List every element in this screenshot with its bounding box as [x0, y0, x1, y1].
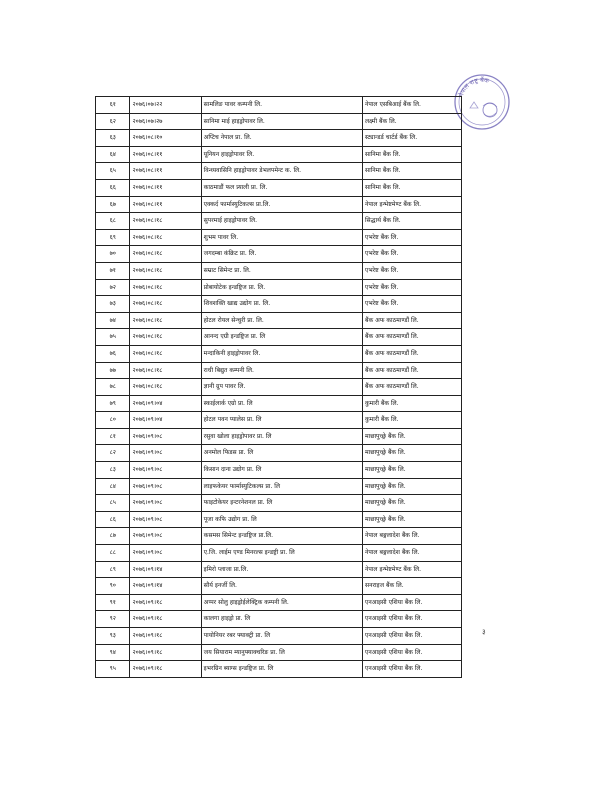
company-name-cell: पूजा कफि उद्योग प्रा. लि [201, 511, 362, 528]
date-cell: २०७६।०९।०४ [130, 395, 201, 412]
table-row [96, 312, 462, 329]
company-name-cell: सानिमा माई हाइड्रोपावर लि. [201, 113, 362, 130]
company-name-cell: कालगा हाइड्रो प्रा. लि [201, 611, 362, 628]
company-name-cell: पायोनियर रबर फ्याक्ट्री प्रा. लि [201, 628, 362, 645]
table-row [96, 545, 462, 562]
bank-name-cell: एभरेष्ट बैंक लि. [362, 246, 461, 263]
serial-number-cell: ६९ [96, 229, 130, 246]
date-cell: २०७६।०८।११ [130, 146, 201, 163]
serial-number-cell: ८६ [96, 511, 130, 528]
bank-name-cell: माछापुच्छ्रे बैंक लि. [362, 428, 461, 445]
serial-number-cell: ६४ [96, 146, 130, 163]
date-cell: २०७६।०८।११ [130, 179, 201, 196]
serial-number-cell: ६२ [96, 113, 130, 130]
bank-name-cell: नेपाल बङ्गलादेश बैंक लि. [362, 545, 461, 562]
company-name-cell: शिवशक्ति खाद्य उद्योग प्रा. लि. [201, 296, 362, 313]
table-row [96, 296, 462, 313]
bank-name-cell: एनआइसी एशिया बैंक लि. [362, 628, 461, 645]
company-name-cell: जगदम्बा कंक्रिट प्रा. लि. [201, 246, 362, 263]
company-name-cell: सुपरमाई हाइड्रोपावर लि. [201, 213, 362, 230]
serial-number-cell: ८४ [96, 478, 130, 495]
bank-name-cell: बैंक अफ काठमाण्डौं लि. [362, 362, 461, 379]
registration-table [95, 96, 462, 678]
bank-name-cell: नेपाल बङ्गलादेश बैंक लि. [362, 528, 461, 545]
bank-name-cell: नेपाल इन्भेष्टमेण्ट बैंक लि. [362, 561, 461, 578]
bank-name-cell: सानिमा बैंक लि. [362, 146, 461, 163]
company-name-cell: स्काईलार्क एग्रो प्रा. लि [201, 395, 362, 412]
date-cell: २०७६।०९।१८ [130, 661, 201, 678]
company-name-cell: ज्ञानी ग्रुप पावर लि. [201, 379, 362, 396]
company-name-cell: फाइटोकेयर इन्टरनेशनल प्रा. लि [201, 495, 362, 512]
bank-name-cell: माछापुच्छ्रे बैंक लि. [362, 478, 461, 495]
table-row [96, 462, 462, 479]
table-row [96, 362, 462, 379]
table-row [96, 578, 462, 595]
date-cell: २०७६।०८।१८ [130, 262, 201, 279]
company-name-cell: होटल पवन प्यालेस प्रा. लि [201, 412, 362, 429]
date-cell: २०७६।०८।१८ [130, 312, 201, 329]
table-row [96, 395, 462, 412]
bank-name-cell: कुमारी बैंक लि. [362, 412, 461, 429]
table-row [96, 644, 462, 661]
date-cell: २०७६।०९।०८ [130, 445, 201, 462]
date-cell: २०७६।०८।१८ [130, 246, 201, 263]
bank-name-cell: स्ट्यान्डर्ड चार्टर्ड बैंक लि. [362, 130, 461, 147]
table-row [96, 229, 462, 246]
company-name-cell: प्रोबायोटेक इन्डष्ट्रिज प्रा. लि. [201, 279, 362, 296]
company-name-cell: होटल रोयल सेन्चुरी प्रा. लि. [201, 312, 362, 329]
serial-number-cell: ९४ [96, 644, 130, 661]
company-name-cell: किसान दाना उद्योग प्रा. लि [201, 462, 362, 479]
company-name-cell: मन्दाकिनी हाइड्रोपावर लि. [201, 345, 362, 362]
company-name-cell: अप्टिच नेपाल प्रा. लि. [201, 130, 362, 147]
serial-number-cell: ७३ [96, 296, 130, 313]
serial-number-cell: ६५ [96, 163, 130, 180]
serial-number-cell: ७५ [96, 329, 130, 346]
table-row [96, 196, 462, 213]
company-name-cell: जय सियाराम म्यानुफ्याक्चरिङ प्रा. लि [201, 644, 362, 661]
company-name-cell: यूनियन हाइड्रोपावर लि. [201, 146, 362, 163]
date-cell: २०७६।०९।०८ [130, 545, 201, 562]
table-row [96, 661, 462, 678]
table-row [96, 246, 462, 263]
serial-number-cell: ७२ [96, 279, 130, 296]
company-name-cell: राधी बिद्युत कम्पनी लि. [201, 362, 362, 379]
table-row [96, 345, 462, 362]
bank-name-cell: एनआइसी एशिया बैंक लि. [362, 594, 461, 611]
serial-number-cell: ८१ [96, 428, 130, 445]
date-cell: २०७६।०९।१८ [130, 594, 201, 611]
serial-number-cell: ६३ [96, 130, 130, 147]
table-row [96, 113, 462, 130]
date-cell: २०७६।०८।१८ [130, 379, 201, 396]
serial-number-cell: ९२ [96, 611, 130, 628]
date-cell: २०७६।०७।२७ [130, 113, 201, 130]
table-row [96, 528, 462, 545]
date-cell: २०७६।०८।१८ [130, 279, 201, 296]
date-cell: २०७६।०९।१८ [130, 611, 201, 628]
bank-name-cell: नेपाल एसबिआई बैंक लि. [362, 97, 461, 114]
date-cell: २०७६।०९।०८ [130, 495, 201, 512]
table-row [96, 279, 462, 296]
serial-number-cell: ९० [96, 578, 130, 595]
serial-number-cell: ९५ [96, 661, 130, 678]
date-cell: २०७६।०९।०८ [130, 528, 201, 545]
date-cell: २०७६।०९।०४ [130, 412, 201, 429]
table-row [96, 262, 462, 279]
company-name-cell: आनन्द एग्री इन्डष्ट्रिज प्रा. लि [201, 329, 362, 346]
bank-name-cell: माछापुच्छ्रे बैंक लि. [362, 445, 461, 462]
bank-name-cell: एनआइसी एशिया बैंक लि. [362, 661, 461, 678]
company-name-cell: इभरग्रिन ब्याग्स इन्डष्ट्रिज प्रा. लि [201, 661, 362, 678]
table-row [96, 379, 462, 396]
serial-number-cell: ६१ [96, 97, 130, 114]
company-name-cell: कसमस सिमेन्ट इन्डष्ट्रिज प्रा.लि. [201, 528, 362, 545]
bank-name-cell: नेपाल इन्भेष्टमेण्ट बैंक लि. [362, 196, 461, 213]
serial-number-cell: ८० [96, 412, 130, 429]
table-row [96, 495, 462, 512]
company-name-cell: काठमाडौं फल प्र्याली प्रा. लि. [201, 179, 362, 196]
bank-name-cell: एभरेष्ट बैंक लि. [362, 296, 461, 313]
table-row [96, 163, 462, 180]
date-cell: २०७६।०८।१८ [130, 329, 201, 346]
table-row [96, 329, 462, 346]
date-cell: २०७६।०९।१८ [130, 628, 201, 645]
bank-name-cell: एनआइसी एशिया बैंक लि. [362, 644, 461, 661]
bank-name-cell: माछापुच्छ्रे बैंक लि. [362, 511, 461, 528]
table-row [96, 445, 462, 462]
serial-number-cell: ९३ [96, 628, 130, 645]
serial-number-cell: ८५ [96, 495, 130, 512]
bank-name-cell: बैंक अफ काठमाण्डौं लि. [362, 312, 461, 329]
serial-number-cell: ६८ [96, 213, 130, 230]
table-row [96, 179, 462, 196]
date-cell: २०७६।०८।११ [130, 196, 201, 213]
bank-name-cell: एभरेष्ट बैंक लि. [362, 262, 461, 279]
serial-number-cell: ८३ [96, 462, 130, 479]
table-row [96, 561, 462, 578]
bank-name-cell: एभरेष्ट बैंक लि. [362, 229, 461, 246]
company-name-cell: रसुवा खोला हाइड्रोपावर प्रा. लि [201, 428, 362, 445]
company-name-cell: ए.जि. लाईम एण्ड मिनरल्स इन्डष्ट्री प्रा. लि [201, 545, 362, 562]
date-cell: २०७६।०८।१८ [130, 229, 201, 246]
company-name-cell: अनमोल फिडस प्रा. लि [201, 445, 362, 462]
company-name-cell: शुभम पावर लि. [201, 229, 362, 246]
serial-number-cell: ८८ [96, 545, 130, 562]
company-name-cell: अप्पर सोलु हाइड्रोईलेक्ट्रिक कम्पनी लि. [201, 594, 362, 611]
serial-number-cell: ८७ [96, 528, 130, 545]
date-cell: २०७६।०७।२२ [130, 97, 201, 114]
date-cell: २०७६।०९।०८ [130, 428, 201, 445]
serial-number-cell: ६६ [96, 179, 130, 196]
serial-number-cell: ८९ [96, 561, 130, 578]
serial-number-cell: ७० [96, 246, 130, 263]
serial-number-cell: ६७ [96, 196, 130, 213]
serial-number-cell: ७८ [96, 379, 130, 396]
serial-number-cell: ७६ [96, 345, 130, 362]
bank-name-cell: एनआइसी एशिया बैंक लि. [362, 611, 461, 628]
date-cell: २०७६।०९।०८ [130, 462, 201, 479]
serial-number-cell: ८२ [96, 445, 130, 462]
company-name-cell: विन्ध्यवासिनि हाइड्रोपावर डेभलपमेन्ट क. लि. [201, 163, 362, 180]
company-name-cell: लाइफकेयर फार्मास्युटिकल्स प्रा. लि [201, 478, 362, 495]
bank-name-cell: कुमारी बैंक लि. [362, 395, 461, 412]
registration-rows [96, 97, 462, 678]
serial-number-cell: ७७ [96, 362, 130, 379]
table-row [96, 511, 462, 528]
company-name-cell: सौर्य इनर्जी लि. [201, 578, 362, 595]
bank-name-cell: सानिमा बैंक लि. [362, 179, 461, 196]
table-row [96, 478, 462, 495]
bank-name-cell: बैंक अफ काठमाण्डौं लि. [362, 379, 461, 396]
table-row [96, 611, 462, 628]
table-row [96, 130, 462, 147]
date-cell: २०७६।०८।१८ [130, 213, 201, 230]
table-row [96, 628, 462, 645]
date-cell: २०७६।०८।१८ [130, 296, 201, 313]
table-row [96, 428, 462, 445]
company-name-cell: सामलिङ पावर कम्पनी लि. [201, 97, 362, 114]
date-cell: २०७६।०८।१८ [130, 362, 201, 379]
bank-name-cell: माछापुच्छ्रे बैंक लि. [362, 495, 461, 512]
date-cell: २०७६।०८।११ [130, 163, 201, 180]
page-number: ३ [482, 628, 486, 636]
serial-number-cell: ७९ [96, 395, 130, 412]
date-cell: २०७६।०९।१४ [130, 578, 201, 595]
serial-number-cell: ७४ [96, 312, 130, 329]
serial-number-cell: ७१ [96, 262, 130, 279]
bank-name-cell: लक्ष्मी बैंक लि. [362, 113, 461, 130]
serial-number-cell: ९१ [96, 594, 130, 611]
bank-name-cell: माछापुच्छ्रे बैंक लि. [362, 462, 461, 479]
bank-name-cell: एभरेष्ट बैंक लि. [362, 279, 461, 296]
table-row [96, 412, 462, 429]
table-row [96, 146, 462, 163]
company-name-cell: सम्राट सिमेन्ट प्रा. लि. [201, 262, 362, 279]
date-cell: २०७६।०९।१४ [130, 561, 201, 578]
date-cell: २०७६।०८।१८ [130, 345, 201, 362]
bank-name-cell: सनराइज बैंक लि. [362, 578, 461, 595]
table-row [96, 213, 462, 230]
date-cell: २०७६।०९।०८ [130, 511, 201, 528]
date-cell: २०७६।०९।०८ [130, 478, 201, 495]
bank-name-cell: बैंक अफ काठमाण्डौं लि. [362, 345, 461, 362]
bank-name-cell: बैंक अफ काठमाण्डौं लि. [362, 329, 461, 346]
date-cell: २०७६।०९।१८ [130, 644, 201, 661]
company-name-cell: इमिरो प्लाजा प्रा.लि. [201, 561, 362, 578]
bank-name-cell: सिद्धार्थ बैंक लि. [362, 213, 461, 230]
table-row [96, 97, 462, 114]
company-name-cell: एक्कर्द फार्मास्युटिकल्स प्रा.लि. [201, 196, 362, 213]
date-cell: २०७६।०८।१० [130, 130, 201, 147]
bank-name-cell: सानिमा बैंक लि. [362, 163, 461, 180]
svg-text:नेपाल राष्ट्र बैंक: नेपाल राष्ट्र बैंक [457, 76, 490, 98]
table-row [96, 594, 462, 611]
